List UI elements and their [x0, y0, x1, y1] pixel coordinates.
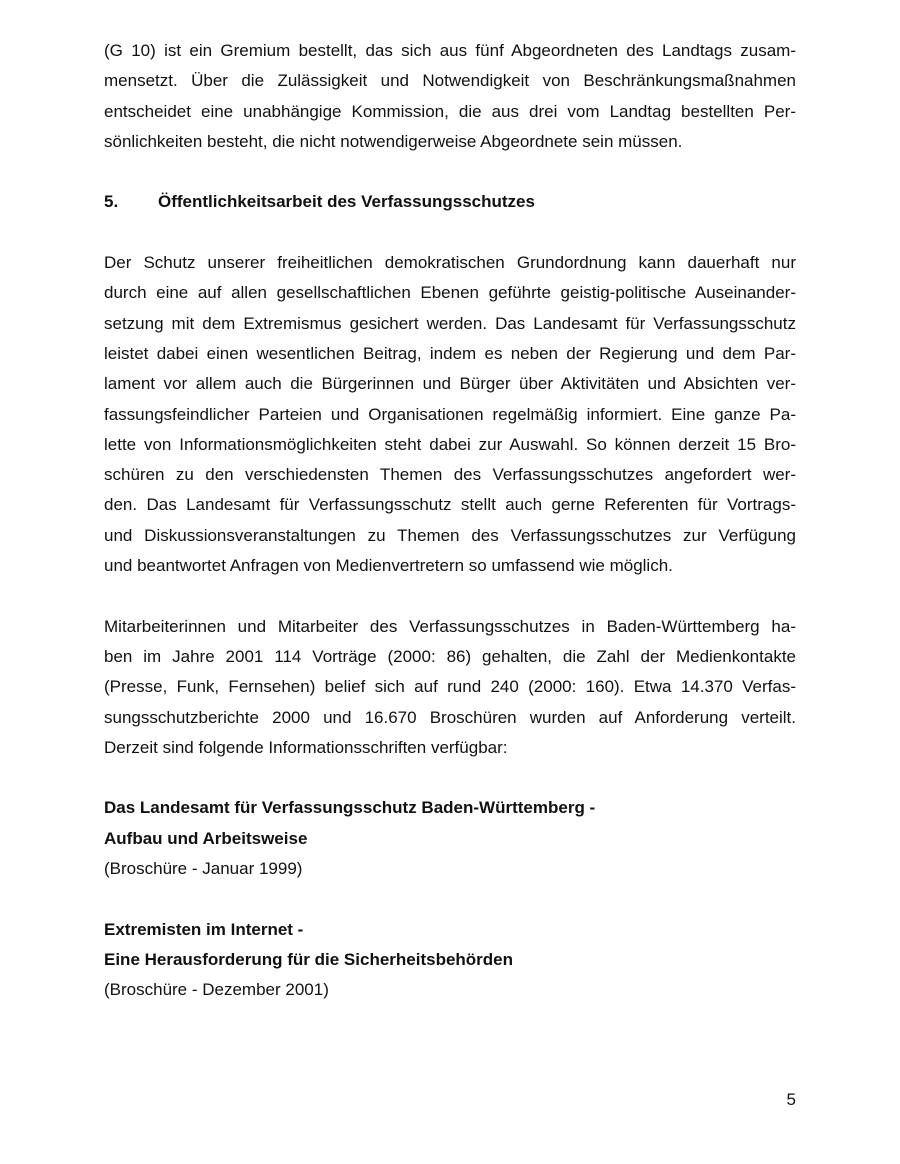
section-title: Öffentlichkeitsarbeit des Verfassungsschutzes: [158, 192, 535, 212]
text-line: sönlichkeiten besteht, die nicht notwendigerweise Abgeordnete sein müssen.: [104, 131, 683, 151]
text-line: (G 10) ist ein Gremium bestellt, das sich aus fünf Abgeordneten des Landtags zusam-: [104, 41, 796, 60]
text-line: schüren zu den verschiedensten Themen des Verfassungsschutzes angefordert wer-: [104, 465, 796, 485]
text-line: sungsschutzberichte 2000 und 16.670 Broschüren wurden auf Anforderung verteilt.: [104, 707, 796, 727]
publication-subtitle: Eine Herausforderung für die Sicherheitsbehörden: [104, 949, 514, 969]
publication-entry: [104, 915, 796, 1006]
text-line: lament vor allem auch die Bürgerinnen und Bürger über Aktivitäten und Absichten ver-: [104, 374, 796, 394]
section-number: 5.: [104, 192, 119, 212]
text-line: Der Schutz unserer freiheitlichen demokratischen Grundordnung kann dauerhaft nur: [104, 253, 796, 273]
text-line: lette von Informationsmöglichkeiten steht dabei zur Auswahl. So können derzeit 15 Bro-: [104, 434, 796, 454]
text-line: ben im Jahre 2001 114 Vorträge (2000: 86) gehalten, die Zahl der Medienkontakte: [104, 646, 796, 666]
publication-title: Extremisten im Internet -: [104, 919, 304, 939]
text-line: und beantwortet Anfragen von Medienvertretern so umfassend wie möglich.: [104, 556, 673, 576]
intro-paragraph: [104, 36, 796, 157]
text-line: leistet dabei einen wesentlichen Beitrag, indem es neben der Regierung und dem Par-: [104, 343, 796, 363]
spacer: [104, 581, 796, 611]
spacer: [104, 763, 796, 793]
text-line: und Diskussionsveranstaltungen zu Themen des Verfassungsschutzes zur Verfügung: [104, 525, 796, 545]
page-number: 5: [786, 1090, 796, 1109]
spacer: [104, 157, 796, 187]
spacer: [104, 218, 796, 248]
text-line: den. Das Landesamt für Verfassungsschutz stellt auch gerne Referenten für Vortrags-: [104, 495, 796, 515]
text-line: mensetzt. Über die Zulässigkeit und Notwendigkeit von Beschränkungsmaßnahmen: [104, 71, 796, 91]
publication-meta: (Broschüre - Dezember 2001): [104, 980, 329, 1000]
publication-meta: (Broschüre - Januar 1999): [104, 859, 303, 879]
spacer: [104, 884, 796, 914]
text-line: Derzeit sind folgende Informationsschriften verfügbar:: [104, 737, 508, 757]
text-line: (Presse, Funk, Fernsehen) belief sich auf rund 240 (2000: 160). Etwa 14.370 Verfas-: [104, 677, 796, 697]
publication-entry: [104, 793, 796, 884]
text-line: Mitarbeiterinnen und Mitarbeiter des Verfassungsschutzes in Baden-Württemberg ha-: [104, 616, 796, 636]
document-page: [104, 36, 796, 1006]
publication-subtitle: Aufbau und Arbeitsweise: [104, 828, 308, 848]
section-heading: [104, 187, 796, 217]
text-line: durch eine auf allen gesellschaftlichen Ebenen geführte geistig-politische Auseinander-: [104, 283, 796, 303]
publication-title: Das Landesamt für Verfassungsschutz Baden-Württemberg -: [104, 798, 596, 818]
body-paragraph-2: [104, 612, 796, 763]
text-line: setzung mit dem Extremismus gesichert werden. Das Landesamt für Verfassungsschutz: [104, 313, 796, 333]
text-line: fassungsfeindlicher Parteien und Organisationen regelmäßig informiert. Eine ganze Pa-: [104, 404, 796, 424]
body-paragraph-1: [104, 248, 796, 581]
text-line: entscheidet eine unabhängige Kommission, die aus drei vom Landtag bestellten Per-: [104, 101, 796, 121]
